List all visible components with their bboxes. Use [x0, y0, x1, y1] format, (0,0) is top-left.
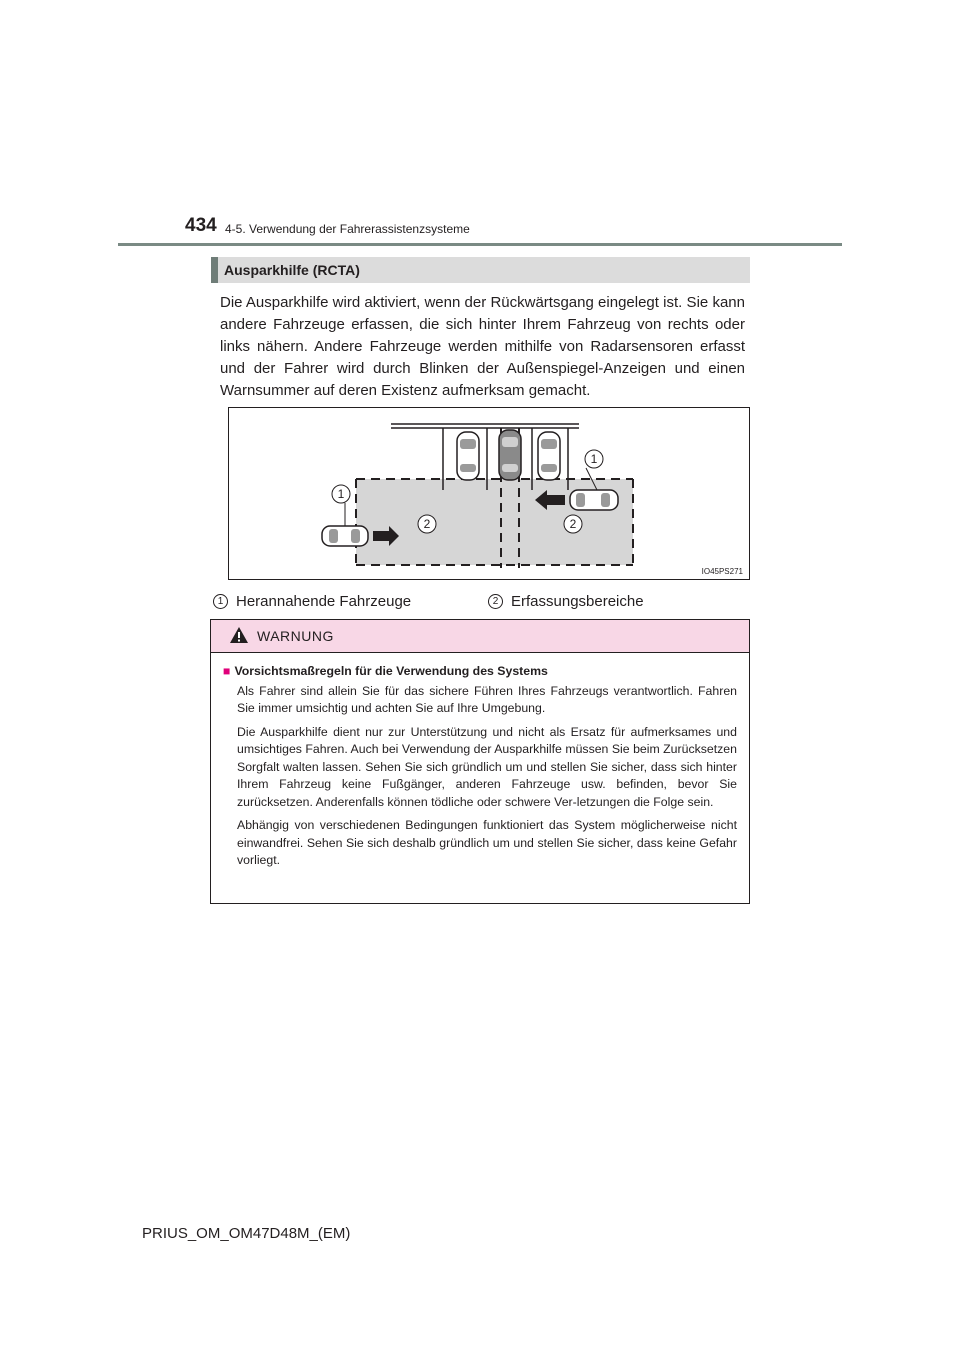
- section-heading: [211, 257, 750, 283]
- warning-triangle-icon: [229, 626, 249, 644]
- rcta-illustration: [228, 407, 750, 580]
- legend-number: 1: [213, 594, 228, 609]
- approaching-car: [570, 490, 618, 510]
- header-rule: [118, 243, 842, 246]
- warning-subtitle: [223, 663, 737, 681]
- warning-header: [211, 620, 749, 653]
- document-code: PRIUS_OM_OM47D48M_(EM): [142, 1225, 351, 1242]
- parked-car: [538, 432, 560, 480]
- warning-box: [210, 619, 750, 904]
- own-car: [499, 430, 521, 480]
- square-bullet-icon: ■: [223, 664, 231, 678]
- legend-text: Erfassungsbereiche: [511, 593, 644, 610]
- callout-2-left: 2: [423, 517, 431, 531]
- callout-1-left: 1: [337, 487, 345, 501]
- legend-item: [213, 593, 411, 610]
- approaching-car: [322, 526, 368, 546]
- warning-paragraph: Die Ausparkhilfe dient nur zur Unterstützung und nicht als Ersatz für aufmerksames und umsichtiges Fahren. Auch bei Verwendung der Ausparkhilfe müssen Sie beim Zurücksetzen Sorgfalt walten lassen. Sehen Sie sich gründlich um und stellen Sie sicher, dass sich hinter Ihrem Fahrzeug keine Fußgänger, anderen Fahrzeuge usw. befinden, bevor Sie zurücksetzen. Anderenfalls können tödliche oder schwere Ver-letzungen die Folge sein.: [237, 724, 737, 809]
- section-title: Ausparkhilfe (RCTA): [224, 262, 360, 278]
- legend-item: [488, 593, 644, 610]
- warning-paragraph: Als Fahrer sind allein Sie für das sichere Führen Ihres Fahrzeugs verantwortlich. Fahren Sie immer umsichtig und achten Sie auf Ihre Umgebung.: [237, 683, 737, 715]
- warning-paragraph: Abhängig von verschiedenen Bedingungen funktioniert das System möglicherweise nicht einwandfrei. Sehen Sie sich deshalb gründlich um und stellen Sie sicher, dass keine Gefahr vorliegt.: [237, 818, 737, 867]
- warning-subtitle-text: Vorsichtsmaßregeln für die Verwendung des Systems: [234, 664, 548, 678]
- warning-label: WARNUNG: [257, 628, 334, 644]
- legend-text: Herannahende Fahrzeuge: [236, 593, 412, 610]
- parked-car: [457, 432, 479, 480]
- legend-number: 2: [488, 594, 503, 609]
- parking-diagram: [229, 408, 751, 581]
- page-number: 434: [185, 215, 217, 236]
- callout-2-right: 2: [569, 517, 577, 531]
- figure-code: IO45PS271: [701, 567, 743, 576]
- warning-body: [211, 653, 749, 870]
- callout-1-right: 1: [590, 452, 598, 466]
- chapter-title: 4-5. Verwendung der Fahrerassistenzsysteme: [225, 222, 470, 236]
- section-stripe: [211, 257, 218, 283]
- intro-paragraph: Die Ausparkhilfe wird aktiviert, wenn der Rückwärtsgang eingelegt ist. Sie kann andere Fahrzeuge erfassen, die sich hinter Ihrem Fahrzeug von rechts oder links nähern. Andere Fahrzeuge werden mithilfe von Radarsensoren erfasst und der Fahrer wird durch Blinken der Außenspiegel-Anzeigen und einen Warnsummer auf deren Existenz aufmerksam gemacht.: [220, 294, 745, 399]
